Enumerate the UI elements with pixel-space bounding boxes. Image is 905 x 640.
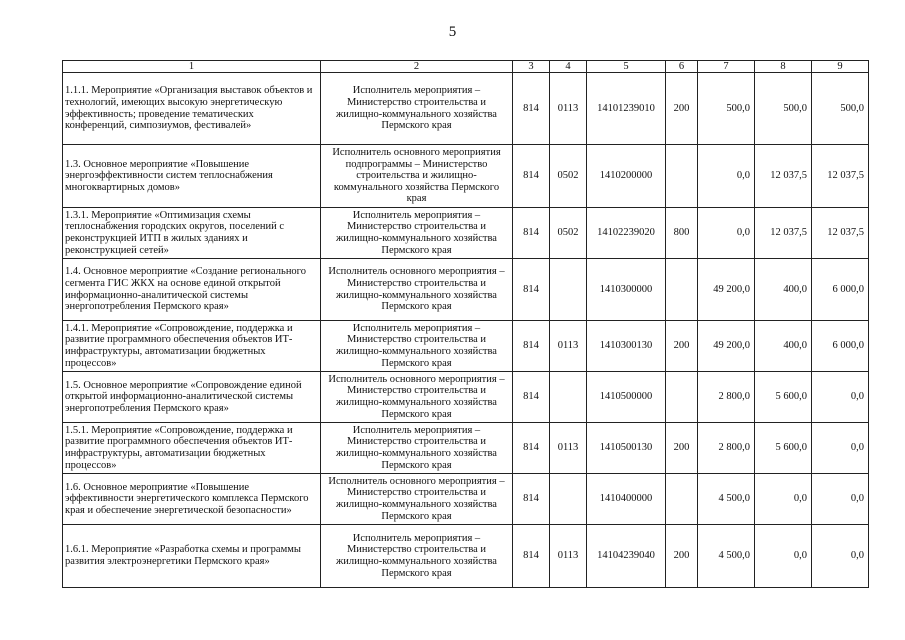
target-article-cell: 1410300130	[587, 321, 666, 372]
activity-cell: 1.6.1. Мероприятие «Разработка схемы и программы развития электроэнергетики Пермского края»	[63, 525, 321, 588]
activity-cell: 1.3.1. Мероприятие «Оптимизация схемы теплоснабжения городских округов, поселений с реконструкцией ИТП в жилых зданиях и реконструкцией сетей»	[63, 208, 321, 259]
grbs-code-cell: 814	[513, 208, 550, 259]
amount-year-1-cell: 4 500,0	[698, 525, 755, 588]
table-row	[63, 423, 869, 474]
amount-year-3-cell: 12 037,5	[812, 145, 869, 208]
executor-cell: Исполнитель мероприятия – Министерство строительства и жилищно-коммунального хозяйства Пермского края	[321, 321, 513, 372]
amount-year-1-cell: 2 800,0	[698, 423, 755, 474]
expense-type-cell: 200	[666, 321, 698, 372]
target-article-cell: 14104239040	[587, 525, 666, 588]
table-row	[63, 321, 869, 372]
amount-year-2-cell: 0,0	[755, 474, 812, 525]
expense-type-cell	[666, 372, 698, 423]
executor-cell: Исполнитель основного мероприятия – Министерство строительства и жилищно-коммунального хозяйства Пермского края	[321, 372, 513, 423]
grbs-code-cell: 814	[513, 474, 550, 525]
section-code-cell: 0113	[550, 525, 587, 588]
amount-year-2-cell: 12 037,5	[755, 145, 812, 208]
budget-table	[62, 60, 869, 588]
column-number: 1	[63, 61, 321, 73]
activity-cell: 1.5. Основное мероприятие «Сопровождение единой открытой информационно-аналитической системы энергопотребления Пермского края»	[63, 372, 321, 423]
section-code-cell	[550, 474, 587, 525]
grbs-code-cell: 814	[513, 73, 550, 145]
section-code-cell: 0502	[550, 208, 587, 259]
grbs-code-cell: 814	[513, 372, 550, 423]
amount-year-2-cell: 400,0	[755, 321, 812, 372]
section-code-cell	[550, 259, 587, 321]
amount-year-1-cell: 500,0	[698, 73, 755, 145]
activity-cell: 1.6. Основное мероприятие «Повышение эффективности энергетического комплекса Пермского края и обеспечение энергетической безопасности»	[63, 474, 321, 525]
grbs-code-cell: 814	[513, 321, 550, 372]
amount-year-2-cell: 500,0	[755, 73, 812, 145]
expense-type-cell	[666, 474, 698, 525]
grbs-code-cell: 814	[513, 423, 550, 474]
expense-type-cell	[666, 259, 698, 321]
section-code-cell	[550, 372, 587, 423]
column-number: 8	[755, 61, 812, 73]
amount-year-1-cell: 2 800,0	[698, 372, 755, 423]
table-row	[63, 208, 869, 259]
column-number: 3	[513, 61, 550, 73]
amount-year-3-cell: 6 000,0	[812, 259, 869, 321]
column-number: 7	[698, 61, 755, 73]
amount-year-3-cell: 6 000,0	[812, 321, 869, 372]
amount-year-2-cell: 12 037,5	[755, 208, 812, 259]
amount-year-1-cell: 49 200,0	[698, 321, 755, 372]
amount-year-3-cell: 12 037,5	[812, 208, 869, 259]
activity-cell: 1.4. Основное мероприятие «Создание регионального сегмента ГИС ЖКХ на основе единой открытой информационно-аналитической системы энергопотребления Пермского края»	[63, 259, 321, 321]
page-number: 5	[448, 24, 457, 40]
expense-type-cell: 200	[666, 525, 698, 588]
section-code-cell: 0113	[550, 423, 587, 474]
column-number: 4	[550, 61, 587, 73]
section-code-cell: 0113	[550, 73, 587, 145]
target-article-cell: 1410400000	[587, 474, 666, 525]
executor-cell: Исполнитель мероприятия – Министерство строительства и жилищно-коммунального хозяйства Пермского края	[321, 73, 513, 145]
column-number: 9	[812, 61, 869, 73]
amount-year-2-cell: 5 600,0	[755, 423, 812, 474]
table-row	[63, 474, 869, 525]
grbs-code-cell: 814	[513, 525, 550, 588]
executor-cell: Исполнитель мероприятия – Министерство строительства и жилищно-коммунального хозяйства Пермского края	[321, 208, 513, 259]
target-article-cell: 1410500000	[587, 372, 666, 423]
amount-year-2-cell: 0,0	[755, 525, 812, 588]
grbs-code-cell: 814	[513, 259, 550, 321]
amount-year-3-cell: 0,0	[812, 474, 869, 525]
amount-year-3-cell: 0,0	[812, 525, 869, 588]
grbs-code-cell: 814	[513, 145, 550, 208]
amount-year-1-cell: 49 200,0	[698, 259, 755, 321]
amount-year-1-cell: 0,0	[698, 145, 755, 208]
target-article-cell: 14102239020	[587, 208, 666, 259]
activity-cell: 1.3. Основное мероприятие «Повышение энергоэффективности систем теплоснабжения многоквартирных домов»	[63, 145, 321, 208]
amount-year-3-cell: 0,0	[812, 423, 869, 474]
column-number: 6	[666, 61, 698, 73]
activity-cell: 1.4.1. Мероприятие «Сопровождение, поддержка и развитие программного обеспечения объектов ИТ-инфраструктуры, автоматизации бюджетных процессов»	[63, 321, 321, 372]
table-row	[63, 73, 869, 145]
table-row	[63, 372, 869, 423]
target-article-cell: 1410200000	[587, 145, 666, 208]
section-code-cell: 0113	[550, 321, 587, 372]
column-number: 2	[321, 61, 513, 73]
executor-cell: Исполнитель мероприятия – Министерство строительства и жилищно-коммунального хозяйства Пермского края	[321, 525, 513, 588]
section-code-cell: 0502	[550, 145, 587, 208]
table-row	[63, 259, 869, 321]
table-row	[63, 145, 869, 208]
activity-cell: 1.5.1. Мероприятие «Сопровождение, поддержка и развитие программного обеспечения объектов ИТ-инфраструктуры, автоматизации бюджетных процессов»	[63, 423, 321, 474]
column-number: 5	[587, 61, 666, 73]
amount-year-3-cell: 500,0	[812, 73, 869, 145]
table-row	[63, 525, 869, 588]
column-number-row	[63, 61, 869, 73]
amount-year-1-cell: 4 500,0	[698, 474, 755, 525]
expense-type-cell	[666, 145, 698, 208]
activity-cell: 1.1.1. Мероприятие «Организация выставок объектов и технологий, имеющих высокую энергетическую эффективность; проведение тематических конференций, симпозиумов, фестивалей»	[63, 73, 321, 145]
executor-cell: Исполнитель мероприятия – Министерство строительства и жилищно-коммунального хозяйства Пермского края	[321, 423, 513, 474]
target-article-cell: 1410500130	[587, 423, 666, 474]
amount-year-3-cell: 0,0	[812, 372, 869, 423]
executor-cell: Исполнитель основного мероприятия – Министерство строительства и жилищно-коммунального хозяйства Пермского края	[321, 474, 513, 525]
executor-cell: Исполнитель основного мероприятия подпрограммы – Министерство строительства и жилищно-коммунального хозяйства Пермского края	[321, 145, 513, 208]
expense-type-cell: 200	[666, 73, 698, 145]
amount-year-1-cell: 0,0	[698, 208, 755, 259]
expense-type-cell: 800	[666, 208, 698, 259]
target-article-cell: 1410300000	[587, 259, 666, 321]
amount-year-2-cell: 400,0	[755, 259, 812, 321]
amount-year-2-cell: 5 600,0	[755, 372, 812, 423]
expense-type-cell: 200	[666, 423, 698, 474]
executor-cell: Исполнитель основного мероприятия – Министерство строительства и жилищно-коммунального хозяйства Пермского края	[321, 259, 513, 321]
target-article-cell: 14101239010	[587, 73, 666, 145]
